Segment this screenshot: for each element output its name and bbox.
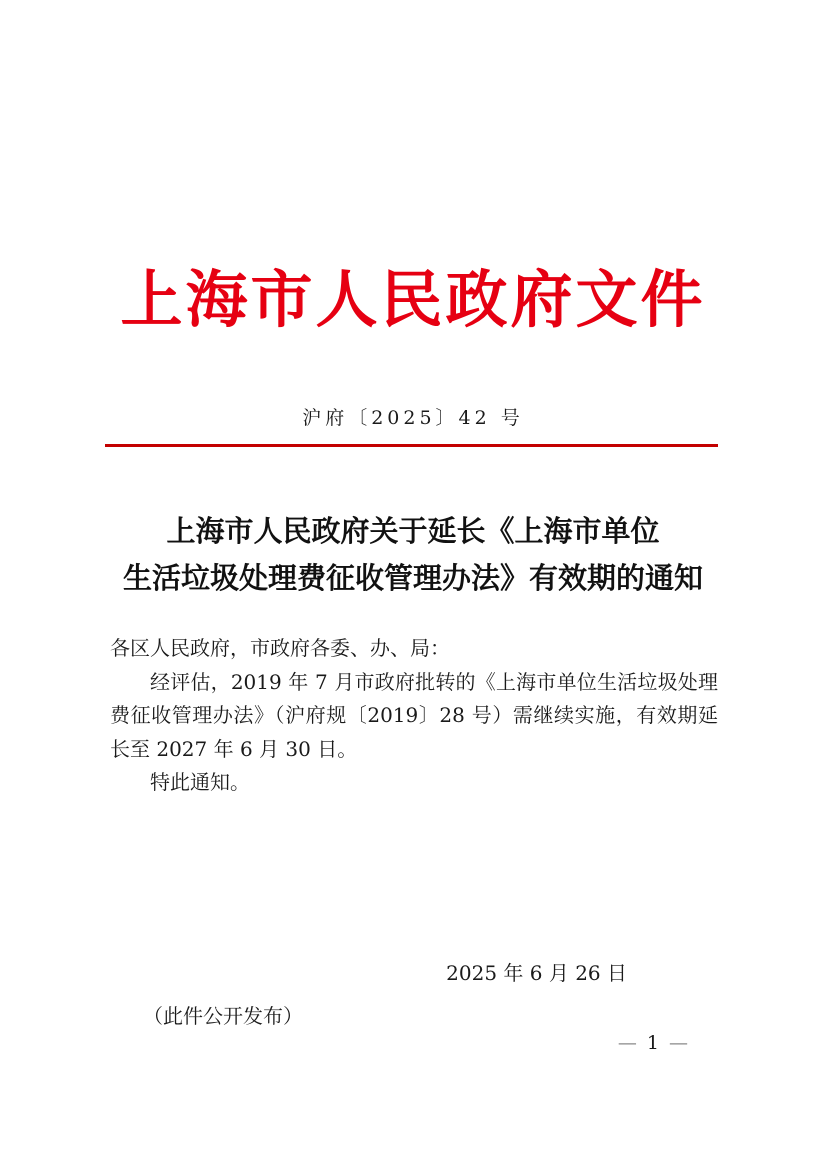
public-release-note: （此件公开发布） <box>143 1004 303 1028</box>
body-paragraph-1: 经评估，2019 年 7 月市政府批转的《上海市单位生活垃圾处理费征收管理办法》（沪府规〔2019〕28 号）需继续实施，有效期延长至 2027 年 6 月 30 日。 <box>110 669 718 761</box>
salutation: 各区人民政府，市政府各委、办、局： <box>110 636 450 660</box>
document-title-line1: 上海市人民政府关于延长《上海市单位 <box>166 514 660 548</box>
document-body <box>110 632 718 800</box>
page-number-footer <box>608 1032 698 1054</box>
red-divider-line <box>105 444 718 447</box>
page-number: 1 <box>646 1032 659 1054</box>
issue-date: 2025 年 6 月 26 日 <box>446 961 627 985</box>
body-paragraph-2: 特此通知。 <box>150 770 250 794</box>
document-title <box>0 508 826 602</box>
document-title-line2: 生活垃圾处理费征收管理办法》有效期的通知 <box>122 561 703 595</box>
page-number-dash-left: — <box>617 1032 637 1054</box>
document-number: 沪府〔2025〕42 号 <box>302 407 524 429</box>
page-number-dash-right: — <box>669 1032 688 1054</box>
masthead-title: 上海市人民政府文件 <box>120 263 706 336</box>
